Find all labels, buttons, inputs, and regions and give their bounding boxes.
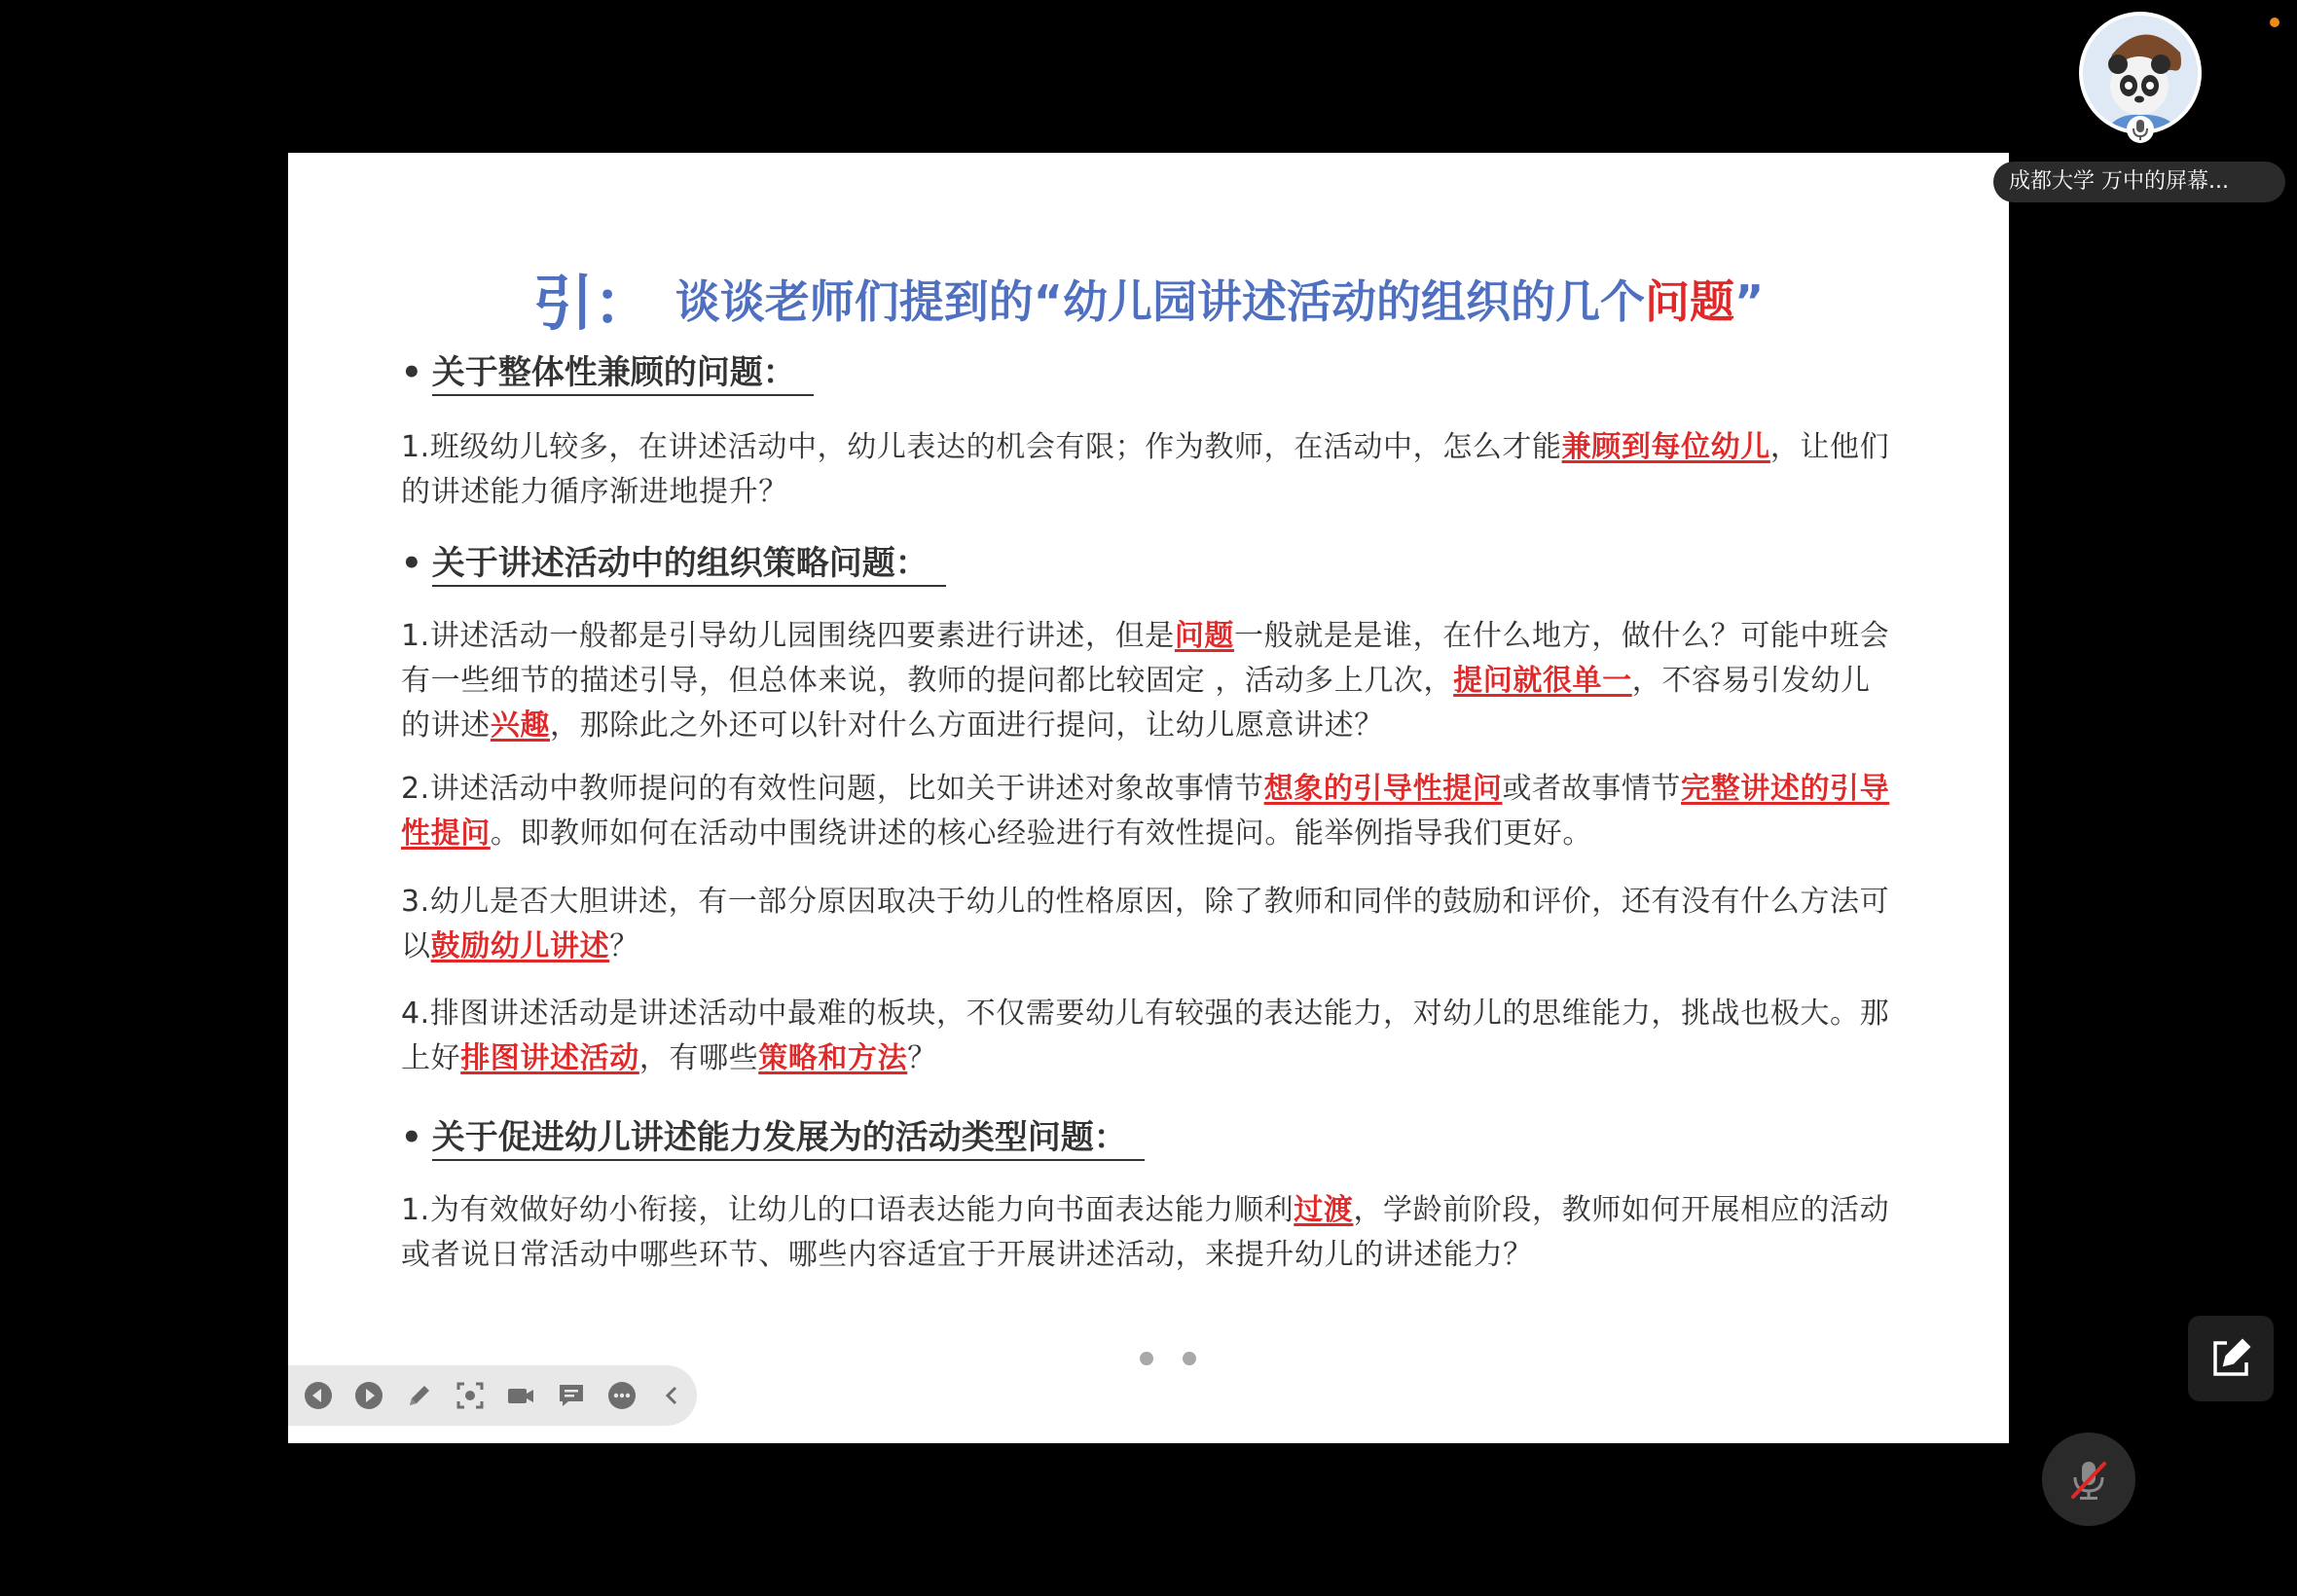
annotate-button[interactable] xyxy=(2188,1316,2274,1401)
page-indicator[interactable] xyxy=(1140,1352,1196,1365)
avatar-mic-icon xyxy=(2126,115,2155,144)
participant-name: 成都大学 万中的屏幕... xyxy=(1993,162,2285,202)
notification-dot xyxy=(2270,18,2279,27)
section-heading-overall: • 关于整体性兼顾的问题： xyxy=(401,351,814,396)
question-item: 1.班级幼儿较多，在讲述活动中，幼儿表达的机会有限；作为教师，在活动中，怎么才能兼顾到每位幼儿，让他们的讲述能力循序渐进地提升？ xyxy=(401,430,1890,509)
page-dot[interactable] xyxy=(1183,1352,1196,1365)
more-icon[interactable] xyxy=(605,1379,638,1412)
page-dot[interactable] xyxy=(1140,1352,1153,1365)
title-main: 谈谈老师们提到的“幼儿园讲述活动的组织的几个问题” xyxy=(675,274,1765,328)
question-item: 1.为有效做好幼小衔接，让幼儿的口语表达能力向书面表达能力顺利过渡，学龄前阶段，教师如何开展相应的活动或者说日常活动中哪些环节、哪些内容适宜于开展讲述活动，来提升幼儿的讲述能力？ xyxy=(401,1193,1890,1272)
question-item: 1.讲述活动一般都是引导幼儿园围绕四要素进行讲述，但是问题一般就是是谁，在什么地方，做什么？可能中班会有一些细节的描述引导，但总体来说，教师的提问都比较固定 ，活动多上几次，提问就很单一，不容易引发幼儿的讲述兴趣，那除此之外还可以针对什么方面进行提问，让幼儿愿意讲述？ xyxy=(401,619,1890,743)
presentation-toolbar xyxy=(288,1365,697,1426)
screenshot-icon[interactable] xyxy=(454,1379,487,1412)
mic-toggle-button[interactable] xyxy=(2042,1433,2135,1526)
shared-slide xyxy=(288,153,2009,1443)
pen-icon[interactable] xyxy=(403,1379,436,1412)
title-highlight: 问题 xyxy=(1645,274,1734,328)
next-icon[interactable] xyxy=(352,1379,385,1412)
annotate-icon xyxy=(2207,1335,2254,1382)
camera-icon[interactable] xyxy=(504,1379,537,1412)
section-heading-activity-type: • 关于促进幼儿讲述能力发展为的活动类型问题： xyxy=(401,1116,1145,1161)
title-lead: 引： xyxy=(532,268,654,339)
section-heading-strategy: • 关于讲述活动中的组织策略问题： xyxy=(401,542,946,587)
question-item: 3.幼儿是否大胆讲述，有一部分原因取决于幼儿的性格原因，除了教师和同伴的鼓励和评价，还有没有什么方法可以鼓励幼儿讲述？ xyxy=(401,885,1890,963)
collapse-icon[interactable] xyxy=(656,1379,689,1412)
slide-title xyxy=(288,255,2009,342)
prev-icon[interactable] xyxy=(302,1379,335,1412)
question-item: 2.讲述活动中教师提问的有效性问题，比如关于讲述对象故事情节想象的引导性提问或者故事情节完整讲述的引导性提问。即教师如何在活动中围绕讲述的核心经验进行有效性提问。能举例指导我们更好。 xyxy=(401,772,1890,851)
chat-icon[interactable] xyxy=(555,1379,588,1412)
question-item: 4.排图讲述活动是讲述活动中最难的板块，不仅需要幼儿有较强的表达能力，对幼儿的思维能力，挑战也极大。那上好排图讲述活动，有哪些策略和方法？ xyxy=(401,997,1890,1075)
mic-muted-icon xyxy=(2063,1454,2114,1505)
